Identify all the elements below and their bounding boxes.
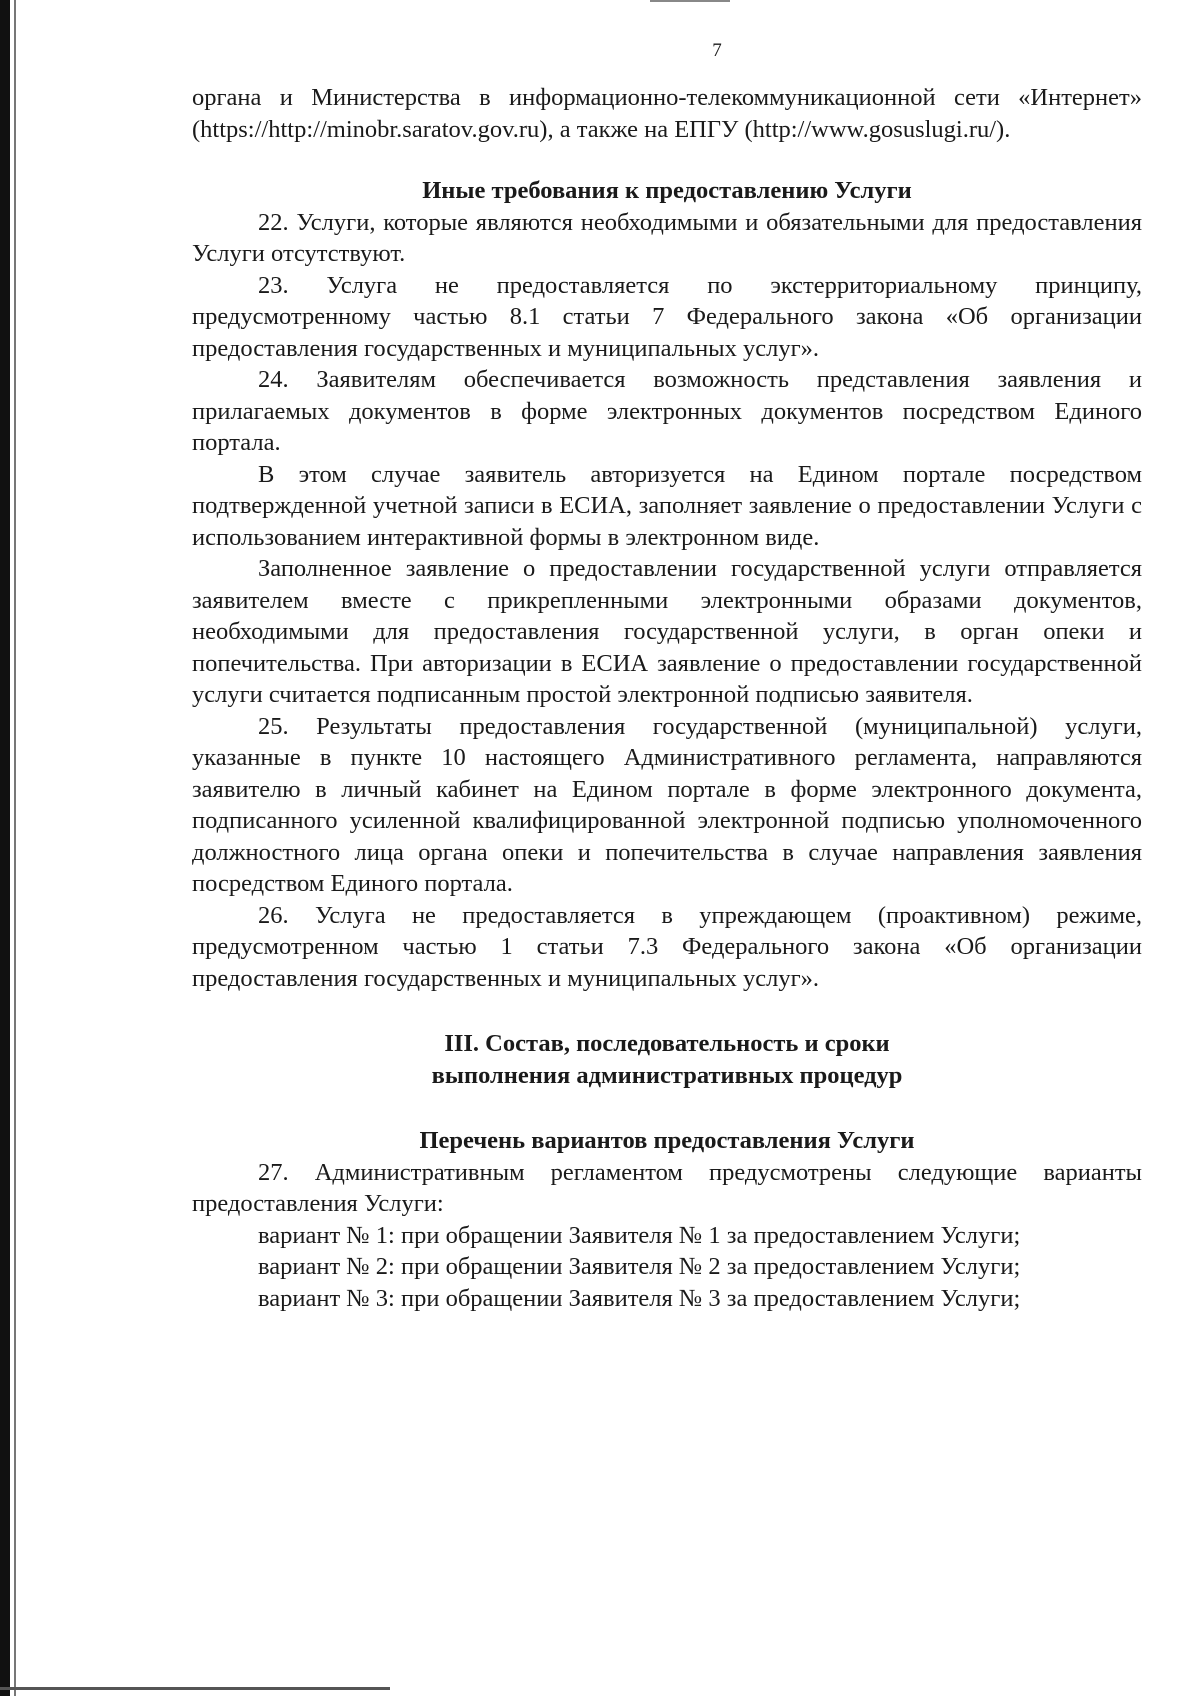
section-title-line-2: выполнения административных процедур xyxy=(431,1061,903,1089)
heading-variants-list: Перечень вариантов предоставления Услуги xyxy=(419,1127,915,1154)
heading-other-requirements: Иные требования к предоставлению Услуги xyxy=(422,177,912,204)
scan-top-mark xyxy=(650,0,730,2)
variant-item-2: вариант № 2: при обращении Заявителя № 2 за предоставлением Услуги; xyxy=(258,1253,1021,1280)
paragraph-27: 27. Административным регламентом предусмотрены следующие варианты предоставления Услуги: xyxy=(192,1158,1142,1217)
page-number: 7 xyxy=(712,40,722,61)
variant-item-1: вариант № 1: при обращении Заявителя № 1 за предоставлением Услуги; xyxy=(258,1221,1021,1249)
scan-left-edge-line xyxy=(14,0,16,1696)
section-title-line-1: III. Состав, последовательность и сроки xyxy=(444,1030,890,1057)
scan-bottom-mark xyxy=(0,1687,390,1690)
paragraph-24: 24. Заявителям обеспечивается возможность представления заявления и прилагаемых документов в форме электронных документов посредством Единого портала. xyxy=(192,366,1142,456)
intro-paragraph: органа и Министерства в информационно-телекоммуникационной сети «Интернет» (https://http://minobr.saratov.gov.ru), а также на ЕПГУ (http://www.gosuslugi.ru/). xyxy=(192,84,1142,143)
paragraph-26: 26. Услуга не предоставляется в упреждающем (проактивном) режиме, предусмотренном частью 1 статьи 7.3 Федерального закона «Об организации предоставления государственных и муниципальных услуг». xyxy=(192,901,1142,992)
paragraph-24-authorization: В этом случае заявитель авторизуется на Едином портале посредством подтвержденной учетной записи в ЕСИА, заполняет заявление о предоставлении Услуги с использованием интерактивной формы в электронном виде. xyxy=(192,460,1142,551)
document-page xyxy=(192,40,1142,1314)
scan-left-edge xyxy=(0,0,10,1696)
paragraph-22: 22. Услуги, которые являются необходимыми и обязательными для предоставления Услуги отсутствуют. xyxy=(192,208,1142,267)
paragraph-25: 25. Результаты предоставления государственной (муниципальной) услуги, указанные в пункте 10 настоящего Административного регламента, направляются заявителю в личный кабинет на Едином портале в форме электронного документа, подписанного усиленной квалифицированной электронной подписью уполномоченного должностного лица органа опеки и попечительства в случае направления заявления посредством Единого портала. xyxy=(192,712,1142,897)
paragraph-23: 23. Услуга не предоставляется по экстерриториальному принципу, предусмотренному частью 8.1 статьи 7 Федерального закона «Об организации предоставления государственных и муниципальных услуг». xyxy=(192,271,1142,362)
variant-item-3: вариант № 3: при обращении Заявителя № 3 за предоставлением Услуги; xyxy=(258,1284,1021,1312)
paragraph-24-submission: Заполненное заявление о предоставлении государственной услуги отправляется заявителем вместе с прикрепленными электронными образами документов, необходимыми для предоставления государственной услуги, в орган опеки и попечительства. При авторизации в ЕСИА заявление о предоставлении государственной услуги считается подписанным простой электронной подписью заявителя. xyxy=(192,555,1142,708)
